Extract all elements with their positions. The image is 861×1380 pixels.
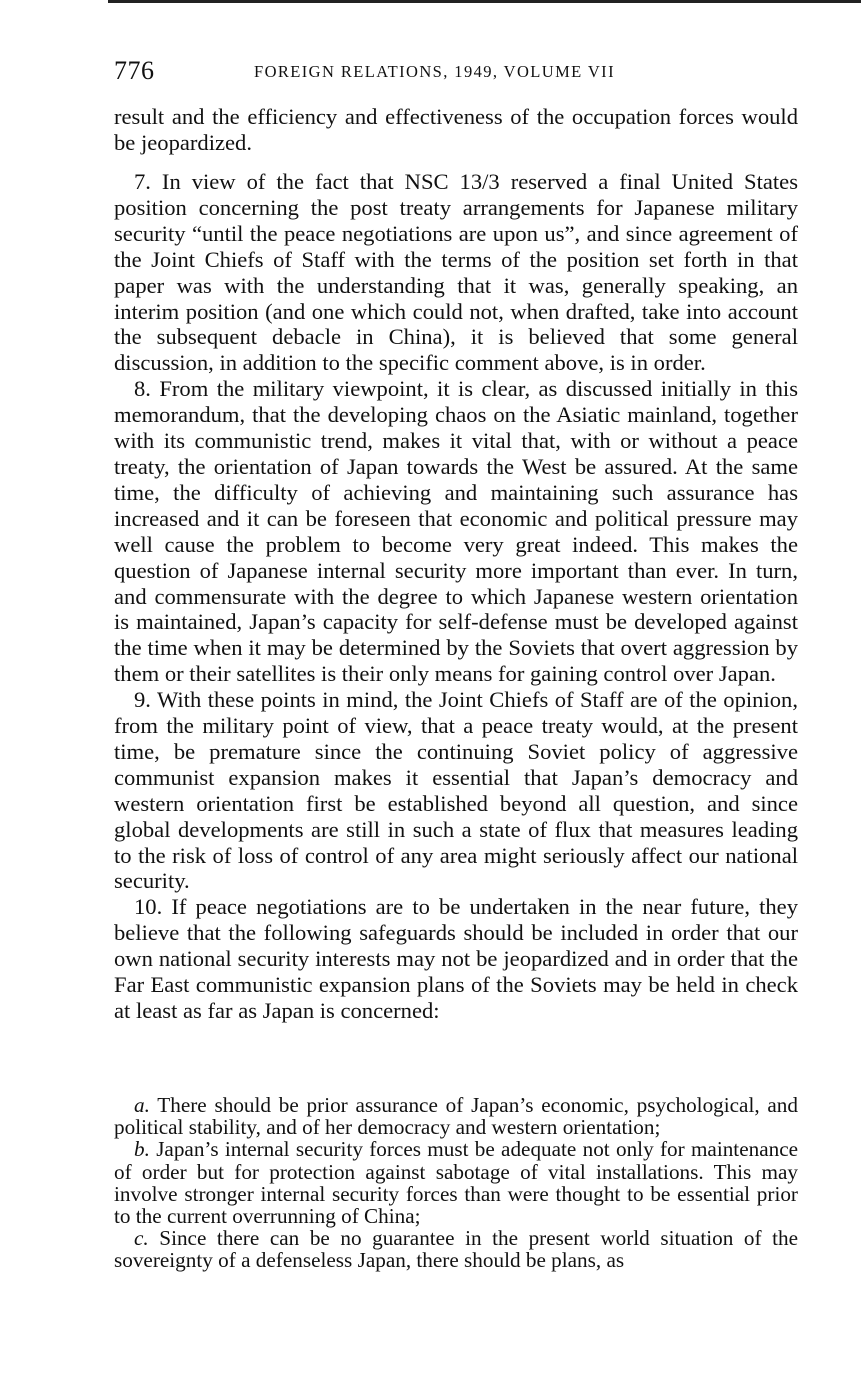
body-text — [114, 169, 798, 1024]
paragraph-9: 9. With these points in mind, the Joint Chiefs of Staff are of the opinion, from the military point of view, that a peace treaty would, at the present time, be premature since the continuing Soviet policy of aggressive communist expansion makes it essential that Japan’s democracy and western orientation first be established beyond all question, and since global developments are still in such a state of flux that measures leading to the risk of loss of control of any area might seriously affect our national security. — [114, 687, 798, 894]
paragraph-10: 10. If peace negotiations are to be undertaken in the near future, they believe that the following safeguards should be included in order that our own national security interests may not be jeopardized and in order that the Far East communistic expansion plans of the Soviets may be held in check at least as far as Japan is concerned: — [114, 894, 798, 1023]
paragraph-7: 7. In view of the fact that NSC 13/3 reserved a final United States position concerning the post treaty arrangements for Japanese military security “until the peace negotiations are upon us”, and since agreement of the Joint Chiefs of Staff with the terms of the position set forth in that paper was with the understanding that it was, generally speaking, an interim position (and one which could not, when drafted, take into account the subsequent debacle in China), it is believed that some general discussion, in addition to the specific comment above, is in order. — [114, 169, 798, 376]
running-title: FOREIGN RELATIONS, 1949, VOLUME VII — [254, 62, 615, 81]
safeguard-text: Since there can be no guarantee in the present world situation of the sovereignty of a defenseless Japan, there should be plans, as — [114, 1226, 798, 1273]
safeguard-c — [114, 1227, 798, 1271]
safeguard-a — [114, 1094, 798, 1138]
top-rule — [108, 0, 861, 3]
safeguards-list — [114, 1094, 798, 1272]
safeguard-b — [114, 1138, 798, 1227]
page-header — [114, 56, 804, 90]
safeguard-letter: c. — [134, 1226, 149, 1251]
safeguard-text: Japan’s internal security forces must be adequate not only for maintenance of order but for protection against sabotage of vital installations. This may involve stronger internal security forces than were thought to be essential prior to the current overrunning of China; — [114, 1137, 798, 1229]
carryover-block — [114, 104, 798, 156]
paragraph-8: 8. From the military viewpoint, it is clear, as discussed initially in this memorandum, that the developing chaos on the Asiatic mainland, together with its communistic trend, makes it vital that, with or without a peace treaty, the orientation of Japan towards the West be assured. At the same time, the difficulty of achieving and maintaining such assurance has increased and it can be foreseen that economic and political pressure may well cause the problem to become very great indeed. This makes the question of Japanese internal security more important than ever. In turn, and commensurate with the degree to which Japanese western orientation is maintained, Japan’s capacity for self-defense must be developed against the time when it may be determined by the Soviets that overt aggression by them or their satellites is their only means for gaining control over Japan. — [114, 376, 798, 687]
carryover-paragraph: result and the efficiency and effectiveness of the occupation forces would be jeopardized. — [114, 104, 798, 155]
safeguard-letter: a. — [134, 1093, 150, 1117]
safeguard-letter: b. — [134, 1137, 150, 1162]
page-number: 776 — [114, 56, 155, 85]
safeguard-text: There should be prior assurance of Japan’s economic, psychological, and political stability, and of her democracy and western orientation; — [114, 1093, 798, 1140]
